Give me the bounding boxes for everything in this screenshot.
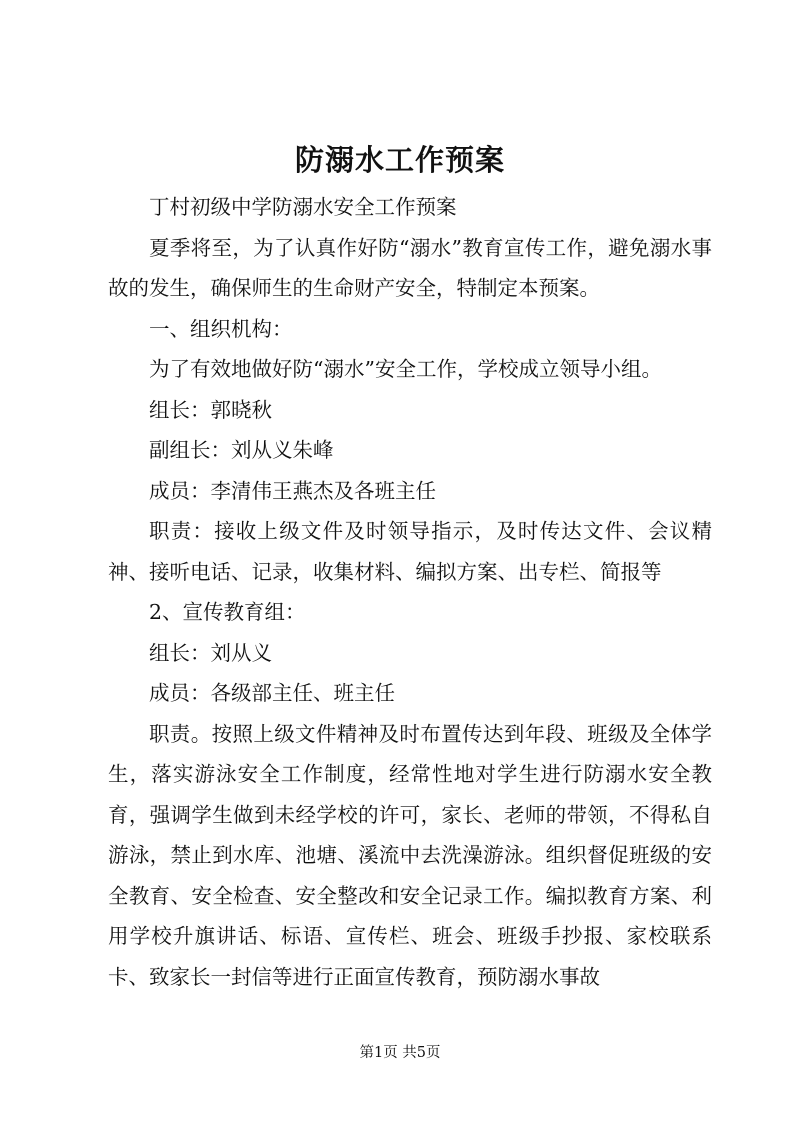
paragraph-duties-publicity: 职责。按照上级文件精神及时布置传达到年段、班级及全体学生，落实游泳安全工作制度，经常性地对学生进行防溺水安全教育，强调学生做到未经学校的许可，家长、老师的带领，不得私自游泳，禁止到水库、池塘、溪流中去洗澡游泳。组织督促班级的安全教育、安全检查、安全整改和安全记录工作。编拟教育方案、利用学校升旗讲话、标语、宣传栏、班会、班级手抄报、家校联系卡、致家长一封信等进行正面宣传教育，预防溺水事故 — [108, 721, 712, 989]
paragraph-introduction: 夏季将至，为了认真作好防“溺水”教育宣传工作，避免溺水事故的发生，确保师生的生命财产安全，特制定本预案。 — [108, 235, 712, 300]
paragraph-school-plan-name: 丁村初级中学防溺水安全工作预案 — [149, 195, 457, 219]
paragraph-duties-leadership: 职责：接收上级文件及时领导指示，及时传达文件、会议精神、接听电话、记录，收集材料、编拟方案、出专栏、简报等 — [108, 519, 712, 584]
paragraph-publicity-leader: 组长：刘从义 — [149, 640, 272, 665]
paragraph-leadership-group: 为了有效地做好防“溺水”安全工作，学校成立领导小组。 — [149, 357, 662, 381]
document-body — [108, 187, 712, 997]
paragraph-group-leader: 组长：郭晓秋 — [149, 397, 272, 422]
section-heading-organization: 一、组织机构： — [149, 316, 293, 341]
paragraph-members: 成员：李清伟王燕杰及各班主任 — [149, 478, 436, 503]
section-heading-publicity-group: 2、宣传教育组： — [149, 600, 306, 624]
paragraph-deputy-leader: 副组长：刘从义朱峰 — [149, 438, 334, 462]
page-number-footer: 第1页 共5页 — [359, 1045, 441, 1061]
document-title: 防溺水工作预案 — [294, 143, 505, 177]
paragraph-publicity-members: 成员：各级部主任、班主任 — [149, 681, 395, 705]
